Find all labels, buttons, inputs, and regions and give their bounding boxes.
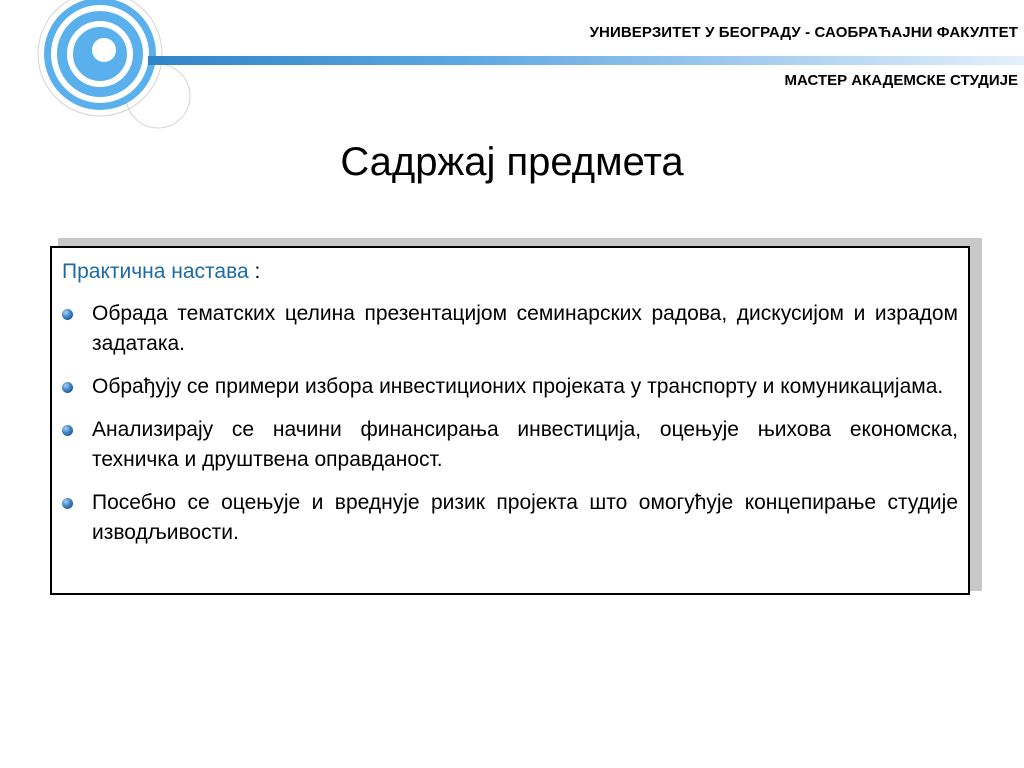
bullet-item: [62, 372, 958, 402]
content-box: [50, 246, 970, 595]
section-heading-label: Практична настава: [62, 260, 249, 283]
university-name: УНИВЕРЗИТЕТ У БЕОГРАДУ - САОБРАЋАЈНИ ФАКУЛТЕТ: [589, 24, 1018, 41]
bullet-text: Посебно се оцењује и вреднује ризик пројекта што омогућује концепирање студије изводљивости.: [92, 491, 958, 544]
study-program: МАСТЕР АКАДЕМСКЕ СТУДИЈЕ: [784, 72, 1018, 89]
university-logo: [0, 0, 200, 130]
bullet-item: [62, 299, 958, 359]
bullet-text: Обрада тематских целина презентацијом семинарских радова, дискусијом и израдом задатака.: [92, 302, 958, 355]
bullet-icon: [62, 309, 73, 320]
bullet-list: [62, 299, 958, 548]
bullet-icon: [62, 382, 73, 393]
bullet-item: [62, 488, 958, 548]
header-divider-line: [148, 56, 1024, 65]
bullet-text: Анализирају се начини финансирања инвестиција, оцењује њихова економска, техничка и друштвена оправданост.: [92, 418, 958, 471]
logo-core: [92, 38, 116, 62]
section-heading: [62, 259, 958, 285]
bullet-icon: [62, 498, 73, 509]
bullet-item: [62, 415, 958, 475]
slide-title: Садржај предмета: [340, 140, 684, 184]
bullet-text: Обрађују се примери избора инвестиционих пројеката у транспорту и комуникацијама.: [92, 375, 944, 398]
section-heading-colon: :: [248, 260, 261, 283]
bullet-icon: [62, 425, 73, 436]
